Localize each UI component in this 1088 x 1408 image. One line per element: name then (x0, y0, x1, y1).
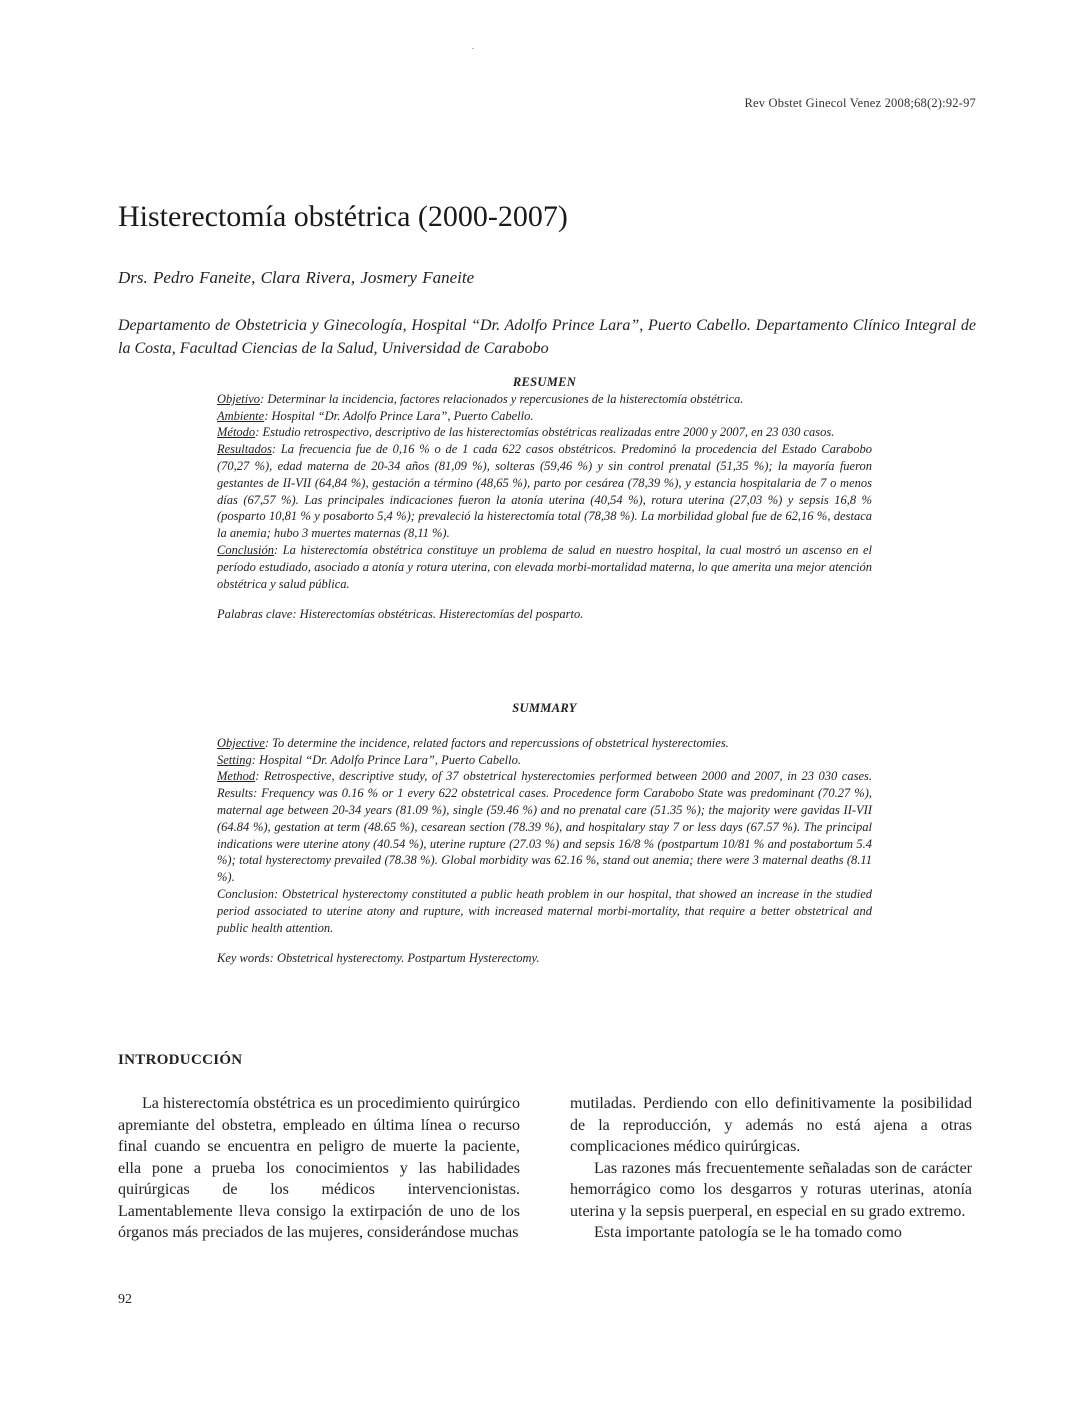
resultados-label: Resultados (217, 442, 272, 457)
resumen-metodo (217, 424, 872, 441)
resumen-heading: RESUMEN (512, 375, 577, 389)
objetivo-label: Objetivo (217, 391, 261, 406)
setting-label: Setting (217, 752, 252, 767)
objective-label: Objective (217, 735, 265, 750)
palabras-clave: Palabras clave: Histerectomías obstétricas. Histerectomías del posparto. (217, 607, 584, 622)
article-authors: Drs. Pedro Faneite, Clara Rivera, Josmery Faneite (118, 268, 475, 287)
page-number: 92 (118, 1292, 132, 1307)
article-title: Histerectomía obstétrica (2000-2007) (118, 200, 568, 233)
metodo-text: : Estudio retrospectivo, descriptivo de las histerectomías obstétricas realizadas entre 2000 y 2007, en 23 030 casos. (255, 425, 835, 440)
intro-paragraph-3: Esta importante patología se le ha tomado como (594, 1224, 902, 1241)
author-affiliation: Departamento de Obstetricia y Ginecología, Hospital “Dr. Adolfo Prince Lara”, Puerto Cabello. Departamento Clínico Integral de la Costa, Facultad Ciencias de la Salud, Universidad de Carabobo (118, 317, 976, 357)
key-words: Key words: Obstetrical hysterectomy. Postpartum Hysterectomy. (217, 951, 540, 966)
summary-heading: SUMMARY (512, 701, 577, 715)
method-text: : Retrospective, descriptive study, of 37 obstetrical hysterectomies performed between 2000 and 2007, in 23 030 cases. Results: Frequency was 0.16 % or 1 every 622 obstetrical cases. Procedence form Carabobo State was predominant (70.27 %), maternal age between 20-34 years (81.09 %), single (59.46 %) and no prenatal care (51.35 %); the majority were gavidas II-VII (64.84 %), gestation at term (48.65 %), cesarean section (78.39 %), and hospitalary stay 7 or less days (67.57 %). The principal indications were uterine atony (40.54 %), uterine rupture (27.03 %) and sepsis 16/8 % (postpartum 10/81 % and postabortum 5.4 %); total hysterectomy prevailed (78.38 %). Global morbidity was 62.16 %, stand out anemia; there were 3 maternal deaths (8.11 %). (217, 769, 872, 885)
body-column-right (570, 1093, 972, 1244)
summary-method (217, 768, 872, 886)
setting-text: : Hospital “Dr. Adolfo Prince Lara”, Puerto Cabello. (251, 752, 521, 767)
objetivo-text: : Determinar la incidencia, factores relacionados y repercusiones de la histerectomía obstétrica. (260, 391, 744, 406)
summary-objective (217, 735, 872, 752)
resumen-ambiente (217, 408, 872, 425)
abstract-spanish (217, 374, 872, 623)
objective-text: : To determine the incidence, related factors and repercussions of obstetrical hysterectomies. (264, 735, 729, 750)
section-heading-introduccion: INTRODUCCIÓN (118, 1052, 243, 1068)
resumen-conclusion (217, 542, 872, 592)
ambiente-text: : Hospital “Dr. Adolfo Prince Lara”, Puerto Cabello. (264, 408, 534, 423)
abstract-english (217, 700, 872, 967)
body-column-left (118, 1093, 520, 1244)
ambiente-label: Ambiente (217, 408, 265, 423)
resultados-text: : La frecuencia fue de 0,16 % o de 1 cada 622 casos obstétricos. Predominó la procedencia del Estado Carabobo (70,27 %), edad materna de 20-34 años (81,09 %), solteras (59,46 %) y sin control prenatal (51,35 %); la mayoría fueron gestantes de II-VII (64,84 %), gestación a término (48,65 %), parto por cesárea (78,39 %), y estancia hospitalaria de 7 o menos días (67,57 %). Las principales indicaciones fueron la atonía uterina (40,54 %), rotura uterina (27,03 %) y sepsis 16,8 % (posparto 10,81 % y posaborto 5,4 %); prevaleció la histerectomía total (78,38 %). La morbilidad global fue de 62,16 %, destaca la anemia; hubo 3 muertes maternas (8,11 %). (217, 442, 872, 541)
summary-setting (217, 752, 872, 769)
conclusion-label: Conclusión (217, 542, 274, 557)
intro-paragraph-1-continued: mutiladas. Perdiendo con ello definitivamente la posibilidad de la reproducción, y además no está ajena a otras complicaciones médico quirúrgicas. (570, 1095, 972, 1155)
metodo-label: Método (217, 425, 256, 440)
scan-mark (472, 48, 474, 49)
resumen-objetivo (217, 391, 872, 408)
intro-paragraph-2: Las razones más frecuentemente señaladas son de carácter hemorrágico como los desgarros y roturas uterinas, atonía uterina y la sepsis puerperal, en especial en su grado extremo. (570, 1159, 972, 1220)
method-label: Method (217, 769, 256, 784)
intro-paragraph-1: La histerectomía obstétrica es un procedimiento quirúrgico apremiante del obstetra, empleado en última línea o recurso final cuando se encuentra en peligro de muerte la paciente, ella pone a prueba los conocimientos y las habilidades quirúrgicas de los médicos intervencionistas. Lamentablemente lleva consigo la extirpación de uno de los órganos más preciados de las mujeres, considerándose muchas (118, 1095, 520, 1241)
conclusion-text: : La histerectomía obstétrica constituye un problema de salud en nuestro hospital, la cual mostró un ascenso en el período estudiado, asociado a atonía y rotura uterina, con elevada morbi-mortalidad materna, lo que amerita una mejor atención obstétrica y salud pública. (217, 542, 872, 591)
resumen-resultados (217, 441, 872, 542)
summary-conclusion: Conclusion: Obstetrical hysterectomy constituted a public heath problem in our hospital, that showed an increase in the studied period associated to uterine atony and rupture, with increased maternal morbi-mortality, that require a better obstetrical and public health attention. (217, 886, 872, 935)
journal-citation: Rev Obstet Ginecol Venez 2008;68(2):92-97 (744, 96, 976, 110)
